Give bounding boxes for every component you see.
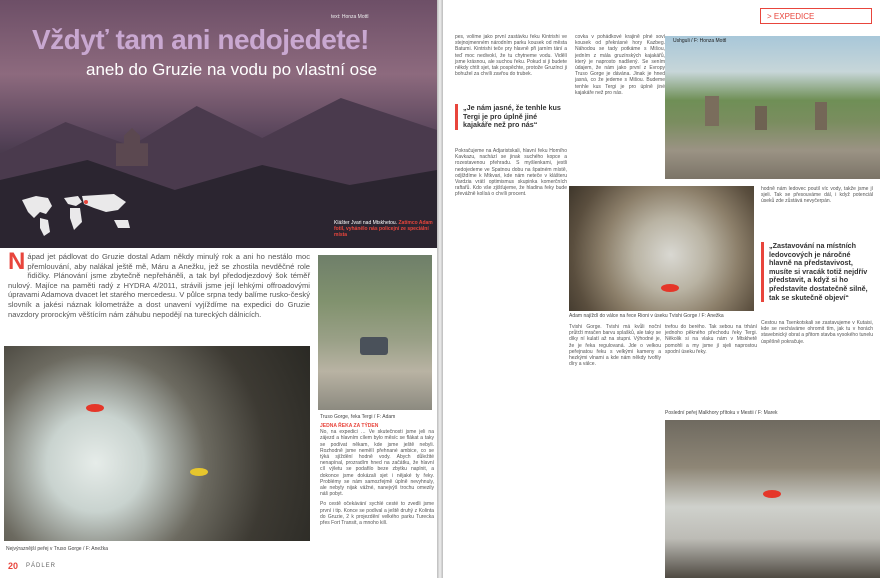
tower-1 xyxy=(705,96,719,126)
column-6-text: Cestou na Tsenkotskali se zastavujeme v Kutaisi, kde se necháváme ohromit tím, jak tu v horách stavebnický obrat a přitom stavba vysokého tunelu úspěšně pokračuje. xyxy=(761,320,874,345)
right-column-3 xyxy=(569,324,661,367)
pull-quote-2: „Zastavování na místních ledovcových je náročné hlavně na představivost, musíte si vracák totiž nejdřív představit, a když si ho představíte dostatečně silně, tak se skutečně objeví“ xyxy=(761,242,871,302)
column-3-text: Tvishi Gorge. Tvishi má kvůli noční průtrži mračen barvu splašků, ale taky se díky ní kulatí až na stupni. Výhodné je, že je řeka regulovaná. Jde o velkou peřejnatou řeku s velkými kameny a hezkými vlnami a kde nám někdy tvořily díry a válce. xyxy=(569,324,661,368)
bottom-right-caption: Poslední peřej Malkhory přítoku v Mestii / F: Marek xyxy=(665,410,778,416)
section-tag: > EXPEDICE xyxy=(760,8,872,24)
column-2-text: covka v pohádkové krajině plné soví kousek od překrásné hory Kazbeg. Náhodou se tady potkáme s Mišou, jedním z mála gruzínských kajakářů, který je naprosto nadšený. Se sením údajem, že nám jako první z Evropy Truso Gorge je dávána. Jinak je hned jasná, co že jedeme s Mišou. Budeme tenhle kus Tergi je pro úplně jiné kajakáře než pro nás. xyxy=(575,34,665,96)
kayak-red xyxy=(763,490,781,498)
right-column-1b xyxy=(455,148,567,198)
kayak-red xyxy=(661,284,679,292)
village-caption: Ushguli / F: Honza Mottl xyxy=(673,38,727,44)
river-photo xyxy=(665,420,880,578)
article-subtitle: aneb do Gruzie na vodu po vlastní ose xyxy=(86,60,378,79)
article-title: Vždyť tam ani nedojedete! xyxy=(32,24,369,55)
village-photo xyxy=(665,36,880,179)
column-1-text: pes, volíme jako první zastávku řeku Kintrishi ve stejnojmenném národním parku kousek od města Batumi. Kintrishi teče pry hlavně při jarním tání a teď moc nedivokí, že tu chytneme vodu. Vidělí jsme krásnou, ale suchou řeku. Pokud si ji budete někdy chtít sjet, tak pospěchte, protože Gruzínci ji bohužel za chvíli zavřou do trubek. xyxy=(455,34,567,78)
hero-caption-main: Klášter Jvari nad Mtskhetou. xyxy=(334,220,398,226)
section-body-b: Po cestě očekávání sychlé cesté to zvedli jsme první i tip. Konce se podíval a ještě druhý z Kolinta do Gruzie, 2 k projezdění velkého parku Turecka přes Fort Transit, a mnoho kilí. xyxy=(320,501,434,527)
section-body: No, na expedici … Ve skutečnosti jsme jeli na zájezd a hlavním cílem bylo měsíc se flákat a taky se podívat někam, kde jsme ještě nebyli. Rozhodně jsme nemělí přehnané ambice, co se týká sjíždění hodně vody. Abych důležité nenapínal, prozradím hned na začátku, že hlavní cíl výletu se podařilo beze zbytku naplnit, a dokonce jsme dokázali sjet i nějaké ty řeky. Problémy se nám samozřejmě úplně nevyhnuly, ale nebyly nijak vážné, nanejvýš trochu omezily náš pobyt. xyxy=(320,429,434,498)
hero-caption-highlight: Zatímco Adam fotil, vyhánělo nás policejní ze speciální místa xyxy=(334,220,433,238)
right-column-5 xyxy=(761,186,873,205)
right-column-6 xyxy=(761,320,873,345)
page-number: 20 xyxy=(8,561,19,571)
photo-caption: Nejvýraznější peřej v Truso Gorge / F: Anežka xyxy=(6,546,108,552)
intro-text: ápad jet pádlovat do Gruzie dostal Adam někdy minulý rok a ani ho nestálo moc přemlouvání, aby nalákal ještě mě, Máru a Anežku, jež se zhostila nevděčné role řidičky. Plánování jsme zbytečně nepřeháněli, a tak byl předodjezdový šok téměř nulový. Majíce na paměti radý z HYDRA 4/2011, strávili jsme její lehkými offroadovými úpravami Adamova dvacet let starého mercedesu. V půlce srpna tedy balíme rusko-český slovník a jakési náznak kilometráže a dost unavení vyjíždíme na expedici do Gruzie navzdory prorockým věštícím nám záhubu nepodějí na tureckých dálnicích. xyxy=(8,252,310,319)
kayak-yellow xyxy=(190,468,208,476)
right-page xyxy=(443,0,880,578)
jeep-photo xyxy=(318,255,432,410)
drop-cap: N xyxy=(8,248,26,275)
whitewater-photo xyxy=(4,346,310,541)
column-1b-text: Pokračujeme na Adjaristskali, hlavní řeku Horního Kavkazu, nachází se jinak suchého kopce a rozestavenou přehradu. S myšlenkami, jestli nedojedeme ve Spatnou dobu na špatném místě, odjíždíme k Mtkvari, kde nám neteče v klášteru Vardzia vrátí optimismus skupinka komerčních raftařů. Kdo vše zjišťujeme, že hladina řeky bude převážně kolísá o chvíli procent. xyxy=(455,148,567,198)
right-column-4 xyxy=(665,324,757,355)
world-map-icon xyxy=(18,188,138,238)
right-column-2 xyxy=(575,34,665,96)
rafting-caption: Adam najíždí do válce na řece Rioni v úseku Tvishi Gorge / F: Anežka xyxy=(569,313,724,319)
left-page xyxy=(0,0,437,578)
rafting-photo xyxy=(569,186,754,311)
section-heading: JEDNA ŘEKA ZA TÝDEN xyxy=(320,423,379,429)
column-5-text: hodně nám ledovec poutil víc vody, takže jsme jí sjeli. Tak se přesouváme dál, i když potenciál úseků zde zůstává nevyčerpán. xyxy=(761,186,873,205)
jeep-caption: Truso Gorge, řeka Tergi / F: Adam xyxy=(320,414,396,420)
left-column-text xyxy=(320,423,434,526)
column-4-text: trefou do berého. Tak sebou na trhání jednoho pěkného přechodu řeky Tergi. Několik si na vlaku nám v Mtskhetě pomohli a my jsme jí sjeli naprostou spodní úseku řeky. xyxy=(665,324,757,355)
right-column-1 xyxy=(455,34,567,77)
hero-caption xyxy=(334,220,434,238)
author-credit: text: Honza Mottl xyxy=(331,14,369,20)
kayak-red xyxy=(86,404,104,412)
intro-paragraph xyxy=(8,248,310,319)
pull-quote-1: „Je nám jasné, že tenhle kus Tergi je pro úplně jiné kajakáře než pro nás“ xyxy=(455,104,567,130)
tower-3 xyxy=(815,102,827,130)
tower-2 xyxy=(755,106,767,130)
jeep xyxy=(360,337,388,355)
magazine-brand: PÁDLER xyxy=(26,563,57,569)
monastery-silhouette xyxy=(112,128,152,166)
